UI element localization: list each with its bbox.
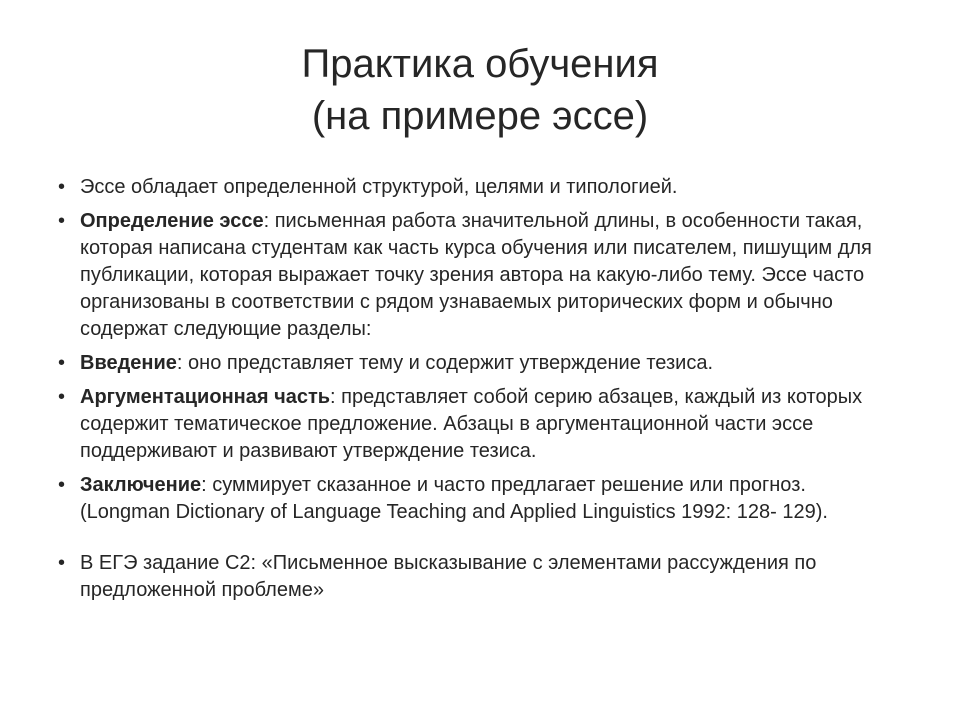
- bullet-item-structure: [56, 174, 896, 201]
- bullet-dot-icon: •: [58, 552, 66, 574]
- bullet-item-introduction: [56, 350, 896, 377]
- bullet-item-conclusion: [56, 472, 896, 526]
- bullet-dot-icon: •: [58, 352, 66, 374]
- bullet-dot-icon: •: [58, 386, 66, 408]
- bullet-dot-icon: •: [58, 176, 66, 198]
- bullet-dot-icon: •: [58, 474, 66, 496]
- bullet-text: : суммирует сказанное и часто предлагает решение или прогноз. (Longman Dictionary of Language Teaching and Applied Linguistics 1992: 128- 129).: [80, 474, 828, 523]
- slide-title: [80, 38, 880, 142]
- bullet-item-definition: [56, 208, 896, 343]
- bullet-item-ege-task: [56, 550, 896, 604]
- bullet-list: [56, 174, 896, 611]
- title-line-2: (на примере эссе): [311, 94, 649, 138]
- bullet-bold-term: Определение эссе: [80, 210, 264, 232]
- bullet-bold-term: Заключение: [80, 474, 202, 496]
- bullet-item-argumentation: [56, 384, 896, 465]
- bullet-text: В ЕГЭ задание С2: «Письменное высказывание с элементами рассуждения по предложенной проблеме»: [80, 552, 817, 601]
- bullet-text: Эссе обладает определенной структурой, целями и типологией.: [80, 176, 678, 198]
- bullet-dot-icon: •: [58, 210, 66, 232]
- bullet-text: : оно представляет тему и содержит утверждение тезиса.: [176, 352, 714, 374]
- bullet-bold-term: Аргументационная часть: [80, 386, 331, 408]
- title-line-1: Практика обучения: [301, 42, 659, 86]
- bullet-bold-term: Введение: [80, 352, 177, 374]
- bullet-text: : представляет собой серию абзацев, каждый из которых содержит тематическое предложение. Абзацы в аргументационной части эссе поддерживают и развивают утверждение тезиса.: [80, 386, 863, 462]
- bullet-text: : письменная работа значительной длины, в особенности такая, которая написана студентам как часть курса обучения или писателем, пишущим для публикации, которая выражает точку зрения автора на какую-либо тему. Эссе часто организованы в соответствии с рядом узнаваемых риторических форм и обычно содержат следующие разделы:: [80, 210, 872, 340]
